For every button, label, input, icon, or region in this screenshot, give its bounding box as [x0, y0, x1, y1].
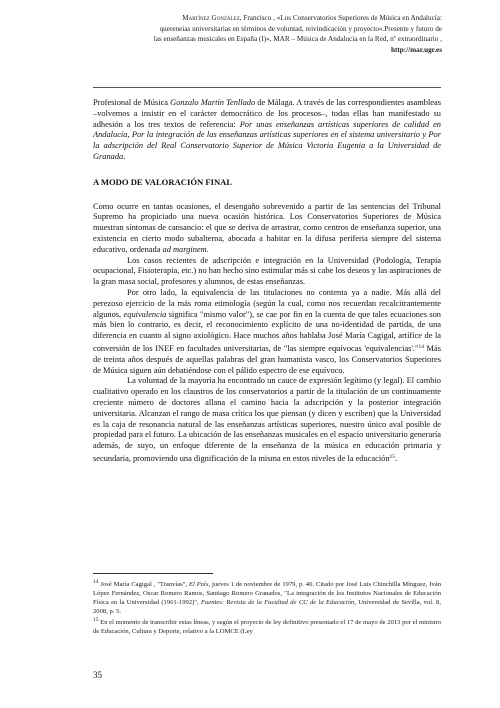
reference-titles: Por unas enseñanzas artísticas superiores de calidad en Andalucía, Por la integración de las enseñanzas artísticas superiores en el sistema universitario y Por la adscripción del Real Conservatorio Superior de Música Victoria Eugenia a la Universidad de Granada: [93, 119, 441, 161]
footnote-ref-14[interactable]: 14: [418, 343, 424, 350]
header-citation-line3: las enseñanzas musicales en España (I)», MAR – Música de Andalucía en la Red, nº extraordinario ,: [153, 35, 442, 44]
text-run: .: [206, 244, 209, 254]
text-run: , jueves 1 de noviembre de 1979, p. 40. Citado por José Luis Chinchilla Mínguez, Iván López Fernández, Oscar Romero Ramos, Santiago Romero Granados, "La integración de los Institutos Nacionales de Educación Física en la Universidad (1961-1992)",: [93, 581, 441, 606]
footnote-divider: [93, 573, 213, 574]
header-divider: [93, 87, 441, 88]
header-citation-line2: quereneias universitarias en términos de voluntad, reivindicación y proyecto».Presente y futuro de: [159, 24, 442, 33]
latin-phrase: ad marginem: [162, 244, 207, 254]
running-header: [120, 13, 442, 55]
emphasized-word: equivalencia: [123, 309, 167, 319]
person-name: Gonzalo Martín Tenllado: [170, 98, 256, 107]
header-author: Martínez González: [182, 14, 240, 22]
text-run: Como ocurre en tantas ocasiones, el desengaño sobrevenido a partir de las sentencias del Tribunal Supremo ha propiciado una nueva ocasión histórica. Los Conservatorios Superiores de Música muestran síntomas de cansancio: el que se deriva de arrastrar, como centros de enseñanza superior, una existencia en cierto modo subalterna, abocada a habitar en la difusa periferia siempre del sistema educativo, ordenada: [93, 201, 441, 254]
paragraph-2: Los casos recientes de adscripción e integración en la Universidad (Podología, Terapia ocupacional, Fisioterapia, etc.) no han hecho sino estimular más si cabe los deseos y las aspiraciones de la gran masa social, profesores y alumnos, de estas enseñanzas.: [93, 255, 441, 287]
text-run: .: [123, 151, 126, 161]
section-heading: A MODO DE VALORACIÓN FINAL: [93, 176, 233, 187]
text-run: En el momento de transcribir estas líneas, y según el proyecto de ley definitivo presentado el 17 de mayo de 2013 por el ministro de Educación, Cultura y Deporte, relativo a la LOMCE (Ley: [93, 619, 441, 635]
footnote-15: [93, 616, 441, 636]
text-run: de Málaga. A través de las correspondientes asambleas –volvemos a insistir en el carácter democrático de los procesos–, todas ellas han manifestado su adhesión a los tres textos de referencia:: [93, 98, 441, 129]
text-run: significa "mismo valor"), se cae por fin en la cuenta de que tales ecuaciones son más bien lo contrario, es decir, el reconocimiento explícito de una no-identidad de partida, de una diferencia en cuanto al signo axiológico. Hace muchos años hablaba José María Cagigal, artífice de la conversión de los INEF en facultades universitarias, de "las siempre equívocas 'equivalencias'.": [93, 309, 441, 353]
newspaper-title: El País: [188, 581, 209, 588]
text-run: Por otro lado, la equivalencia de las titulaciones no contenta ya a nadie. Más allá del perezoso ejercicio de la más roma etimología (según la cual, como nos recuerdan recalcitrantemente algunos,: [93, 287, 441, 319]
paragraph-3: [93, 288, 441, 376]
footnote-number: 15: [93, 617, 99, 623]
footnote-number: 14: [93, 579, 99, 585]
paragraph-references: [93, 98, 441, 163]
header-link[interactable]: http://mar.ugr.es: [391, 45, 442, 54]
header-citation-line1: , Francisco , «Los Conservatorios Superiores de Música en Andalucía:: [239, 14, 442, 22]
paragraph-1: [93, 202, 441, 256]
text-run: José María Cagigal , "Tranvías",: [98, 581, 189, 588]
text-run: Profesional de Música: [93, 98, 171, 107]
footnote-14: [93, 578, 441, 616]
journal-title: Fuentes: Revista de la Facultad de CC de la Educación: [200, 599, 355, 606]
text-run: Más de treinta años después de aquellas palabras del gran humanista vasco, los Conservatorios Superiores de Música siguen aún debatiéndose con el pálido espectro de ese equívoco.: [93, 343, 441, 375]
paragraph-4: [93, 376, 441, 464]
footnote-ref-15[interactable]: 15: [389, 453, 396, 460]
text-run: .: [395, 453, 398, 463]
text-run: La voluntad de la mayoría ha encontrado un cauce de expresión legítimo (y legal). El cambio cualitativo operado en los claustros de los conservatorios a partir de la titulación de un continuamente creciente número de doctores allana el camino hacia la adscripción y la posterior integración universitaria. Alcanzan el rango de masa crítica los que piensan (y dicen y escriben) que la Universidad es la caja de resonancia natural de las enseñanzas artísticas superiores, nuestro único aval posible de propiedad para el futuro. La ubicación de las enseñanzas musicales en el espacio universitario generaría además, de suyo, un enfoque diferente de la enseñanza de la música en educación primaria y secundaria, promoviendo una dignificación de la misma en estos niveles de la educación: [93, 376, 441, 463]
body-text: [93, 98, 441, 465]
text-run: , Universidad de Sevilla, vol. 8, 2008, p. 5.: [93, 599, 441, 615]
footnotes: [93, 578, 441, 636]
page-number: 35: [93, 670, 102, 680]
